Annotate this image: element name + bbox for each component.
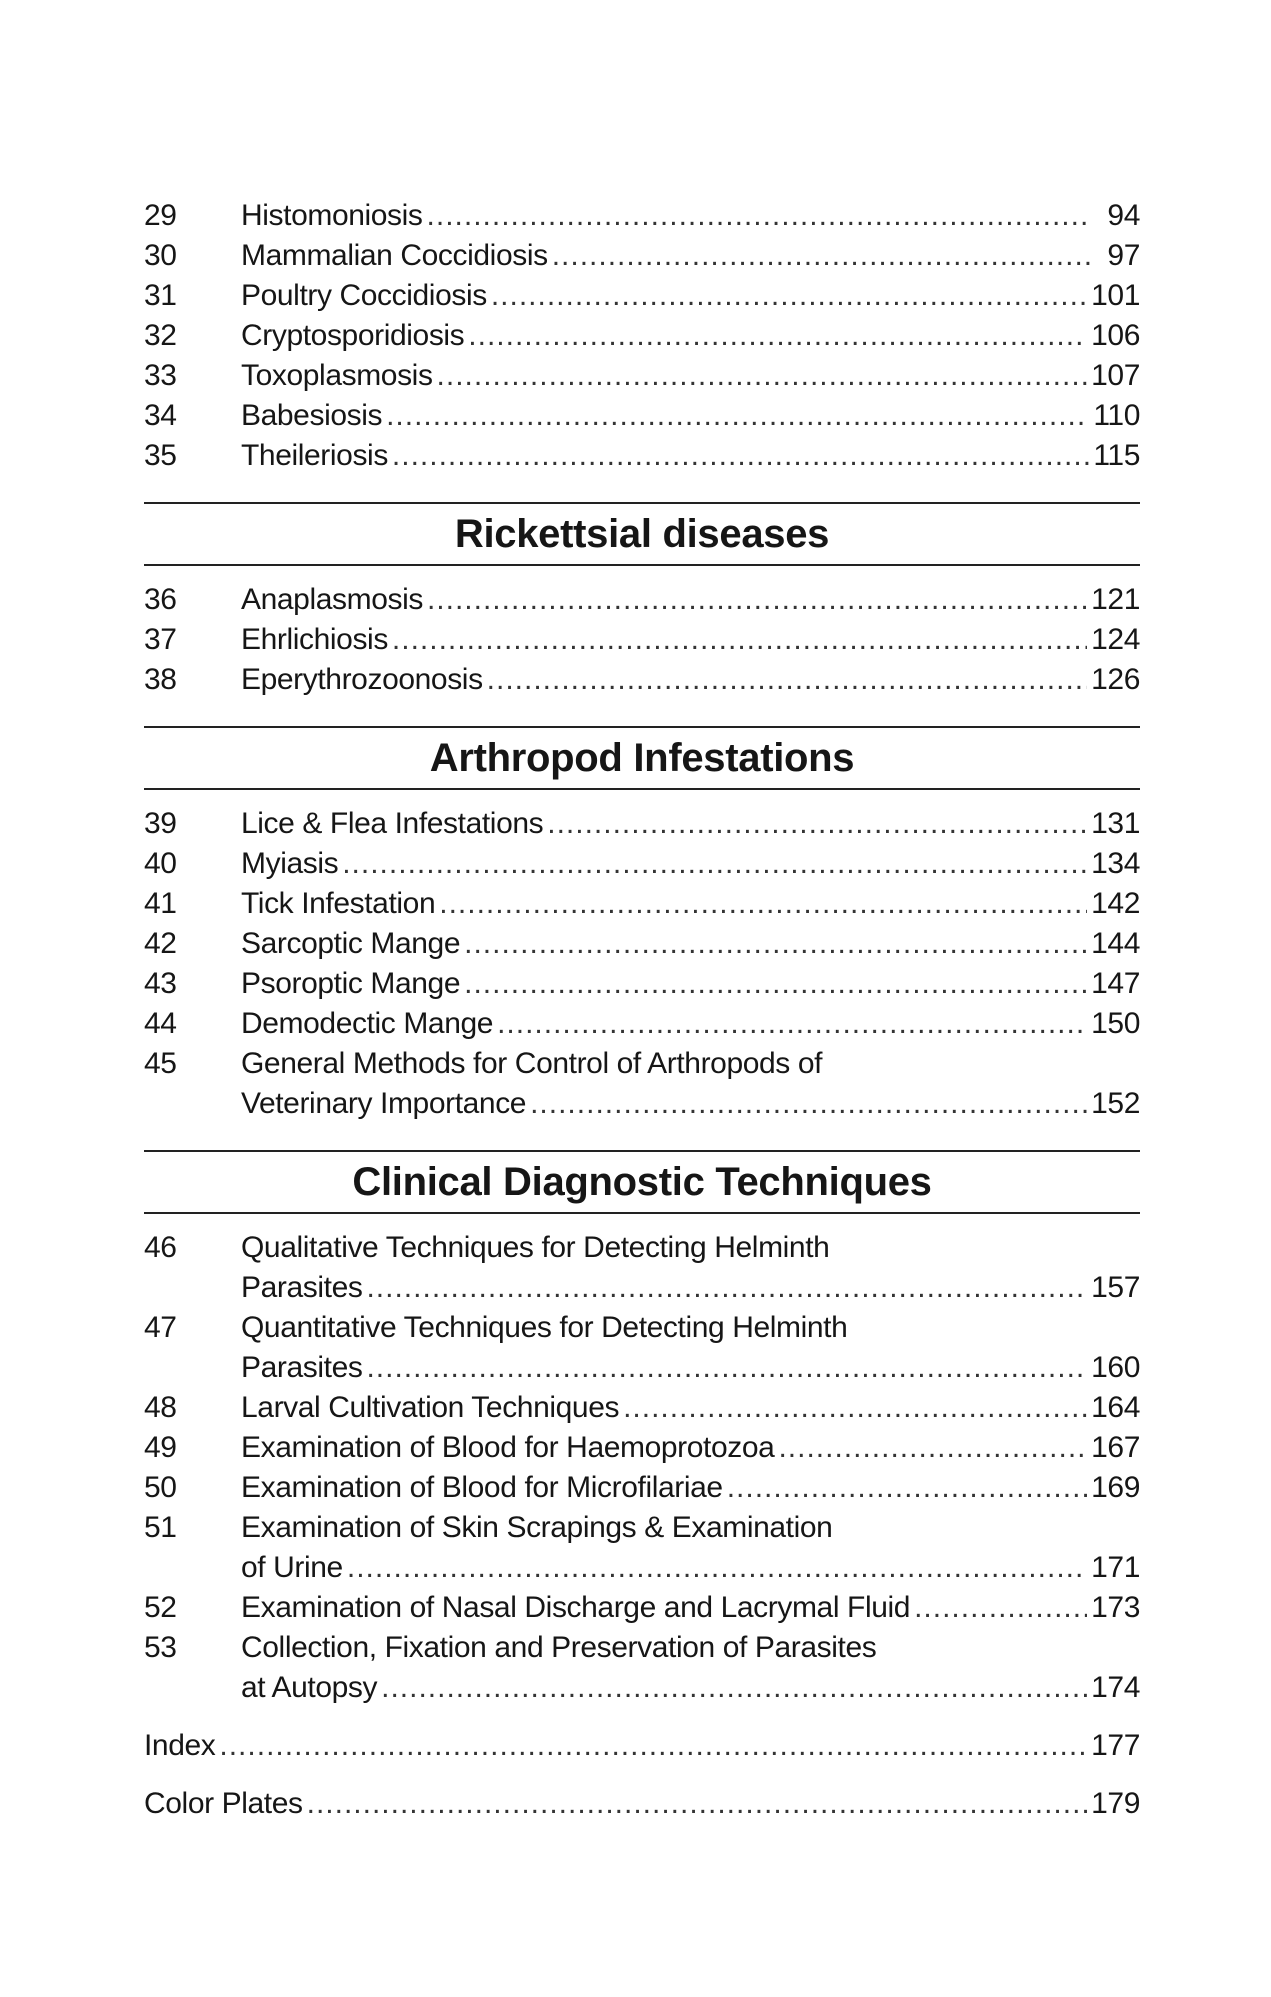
- entry-line: [241, 276, 1140, 316]
- chapter-title: Examination of Blood for Haemoprotozoa: [241, 1431, 775, 1464]
- chapter-title: Toxoplasmosis: [241, 359, 433, 392]
- chapter-title: Examination of Nasal Discharge and Lacrymal Fluid: [241, 1591, 911, 1624]
- page-number: 131: [1091, 807, 1140, 840]
- toc-entry[interactable]: [144, 1628, 1140, 1708]
- section-title: Arthropod Infestations: [429, 736, 855, 780]
- chapter-title-line1: Examination of Skin Scrapings & Examination: [241, 1511, 833, 1544]
- entry-body: [241, 196, 1140, 236]
- page-number: 152: [1091, 1087, 1140, 1120]
- entry-body: [241, 1044, 1140, 1124]
- entry-body: [241, 1004, 1140, 1044]
- entry-body: [241, 396, 1140, 436]
- chapter-number: 47: [144, 1311, 177, 1344]
- entry-line: [241, 964, 1140, 1004]
- page-number: 97: [1107, 239, 1140, 272]
- dot-leader: [464, 924, 1087, 964]
- dot-leader: [491, 276, 1087, 316]
- page-number: 101: [1091, 279, 1140, 312]
- entry-body: [241, 1508, 1140, 1588]
- dot-leader: [487, 660, 1087, 700]
- chapter-number: 36: [144, 583, 177, 616]
- page-number: 110: [1093, 399, 1140, 432]
- dot-leader: [427, 196, 1090, 236]
- chapter-number: 48: [144, 1391, 177, 1424]
- chapter-number: 53: [144, 1631, 177, 1664]
- chapter-number: 39: [144, 807, 177, 840]
- entry-body: [241, 580, 1140, 620]
- chapter-number: 37: [144, 623, 177, 656]
- chapter-title: Psoroptic Mange: [241, 967, 461, 1000]
- entry-line: [241, 1004, 1140, 1044]
- chapter-number: 33: [144, 359, 177, 392]
- dot-leader: [366, 1348, 1087, 1388]
- entry-line: [241, 356, 1140, 396]
- entry-line: [241, 1548, 1140, 1588]
- toc-entry[interactable]: [144, 884, 1140, 924]
- entry-body: [241, 276, 1140, 316]
- entry-body: [144, 1784, 1140, 1824]
- entry-title: Index: [144, 1729, 216, 1762]
- section-heading-block: [144, 502, 1140, 566]
- toc-entry[interactable]: [144, 316, 1140, 356]
- section-heading-block: [144, 1150, 1140, 1214]
- page-number: 124: [1091, 623, 1140, 656]
- section-rule-bottom: [144, 564, 1140, 566]
- chapter-number: 43: [144, 967, 177, 1000]
- dot-leader: [623, 1388, 1087, 1428]
- section-title: Rickettsial diseases: [454, 512, 830, 556]
- entry-body: [241, 804, 1140, 844]
- chapter-title: Cryptosporidiosis: [241, 319, 465, 352]
- section-rule-bottom: [144, 788, 1140, 790]
- dot-leader: [381, 1668, 1087, 1708]
- chapter-title: Examination of Blood for Microfilariae: [241, 1471, 723, 1504]
- entry-body: [241, 844, 1140, 884]
- entry-body: [241, 1588, 1140, 1628]
- chapter-title: Eperythrozoonosis: [241, 663, 483, 696]
- chapter-number: 34: [144, 399, 177, 432]
- page-number: 147: [1091, 967, 1140, 1000]
- toc-entry[interactable]: [144, 1308, 1140, 1388]
- chapter-number: 42: [144, 927, 177, 960]
- section-rule-bottom: [144, 1212, 1140, 1214]
- entry-line: [241, 1388, 1140, 1428]
- entry-line: [241, 884, 1140, 924]
- entry-line: [241, 580, 1140, 620]
- page-number: 179: [1091, 1787, 1140, 1820]
- page-number: 107: [1091, 359, 1140, 392]
- toc-entry[interactable]: [144, 396, 1140, 436]
- dot-leader: [552, 236, 1090, 276]
- dot-leader: [219, 1726, 1087, 1766]
- chapter-title: Babesiosis: [241, 399, 383, 432]
- page-number: 142: [1091, 887, 1140, 920]
- entry-body: [241, 1388, 1140, 1428]
- dot-leader: [392, 620, 1087, 660]
- entry-body: [241, 884, 1140, 924]
- entry-line: [241, 236, 1140, 276]
- entry-body: [241, 316, 1140, 356]
- chapter-title: Tick Infestation: [241, 887, 436, 920]
- toc-entry[interactable]: [144, 964, 1140, 1004]
- chapter-title: Larval Cultivation Techniques: [241, 1391, 620, 1424]
- toc-entry[interactable]: [144, 276, 1140, 316]
- toc-entry[interactable]: [144, 660, 1140, 700]
- entry-body: [241, 1468, 1140, 1508]
- toc-entry[interactable]: [144, 924, 1140, 964]
- chapter-number: 49: [144, 1431, 177, 1464]
- dot-leader: [347, 1548, 1087, 1588]
- chapter-number: 30: [144, 239, 177, 272]
- entry-line: [241, 396, 1140, 436]
- page-number: 94: [1107, 199, 1140, 232]
- toc-group: [144, 196, 1140, 476]
- page-number: 144: [1091, 927, 1140, 960]
- toc-entry[interactable]: [144, 356, 1140, 396]
- entry-line: [144, 1784, 1140, 1824]
- entry-title: Color Plates: [144, 1787, 303, 1820]
- entry-line: [241, 924, 1140, 964]
- chapter-number: 52: [144, 1591, 177, 1624]
- page-number: 160: [1091, 1351, 1140, 1384]
- toc-entry[interactable]: [144, 1508, 1140, 1588]
- dot-leader: [437, 356, 1088, 396]
- dot-leader: [342, 844, 1087, 884]
- dot-leader: [497, 1004, 1087, 1044]
- entry-line: [241, 804, 1140, 844]
- entry-line: [241, 196, 1140, 236]
- toc-entry[interactable]: [144, 844, 1140, 884]
- toc-entry[interactable]: [144, 1588, 1140, 1628]
- entry-line: [241, 1428, 1140, 1468]
- toc-group: [144, 502, 1140, 700]
- page-number: 134: [1091, 847, 1140, 880]
- page-number: 115: [1093, 439, 1140, 472]
- dot-leader: [778, 1428, 1087, 1468]
- entry-line: [241, 316, 1140, 356]
- chapter-number: 40: [144, 847, 177, 880]
- entry-line: [241, 436, 1140, 476]
- page-number: 126: [1091, 663, 1140, 696]
- toc-entry[interactable]: [144, 804, 1140, 844]
- toc-entry[interactable]: [144, 1784, 1140, 1824]
- toc-groups: [144, 196, 1140, 1708]
- toc-entry[interactable]: [144, 1388, 1140, 1428]
- chapter-title-line1: General Methods for Control of Arthropods of: [241, 1047, 823, 1080]
- chapter-title: Theileriosis: [241, 439, 388, 472]
- toc-group: [144, 1150, 1140, 1708]
- page-number: 174: [1091, 1671, 1140, 1704]
- chapter-number: 51: [144, 1511, 177, 1544]
- dot-leader: [727, 1468, 1087, 1508]
- dot-leader: [914, 1588, 1087, 1628]
- entry-body: [241, 964, 1140, 1004]
- entry-body: [241, 236, 1140, 276]
- toc-entry[interactable]: [144, 1726, 1140, 1766]
- chapter-title: Parasites: [241, 1351, 363, 1384]
- entry-body: [241, 660, 1140, 700]
- chapter-title: Histomoniosis: [241, 199, 423, 232]
- entry-line: [241, 620, 1140, 660]
- entry-body: [241, 1308, 1140, 1388]
- entry-line: [241, 1348, 1140, 1388]
- chapter-title: Parasites: [241, 1271, 363, 1304]
- chapter-title: Veterinary Importance: [241, 1087, 527, 1120]
- chapter-title-line1: Quantitative Techniques for Detecting Helminth: [241, 1311, 848, 1344]
- chapter-number: 45: [144, 1047, 177, 1080]
- entry-line: [241, 1084, 1140, 1124]
- dot-leader: [427, 580, 1087, 620]
- chapter-title: Anaplasmosis: [241, 583, 423, 616]
- chapter-number: 50: [144, 1471, 177, 1504]
- page-number: 177: [1091, 1729, 1140, 1762]
- entry-line: [241, 660, 1140, 700]
- section-title: Clinical Diagnostic Techniques: [352, 1160, 932, 1204]
- chapter-number: 35: [144, 439, 177, 472]
- page-number: 157: [1091, 1271, 1140, 1304]
- dot-leader: [530, 1084, 1087, 1124]
- chapter-title: of Urine: [241, 1551, 343, 1584]
- chapter-number: 38: [144, 663, 177, 696]
- chapter-title: Poultry Coccidiosis: [241, 279, 487, 312]
- toc-entry[interactable]: [144, 620, 1140, 660]
- dot-leader: [439, 884, 1087, 924]
- entry-body: [241, 356, 1140, 396]
- chapter-number: 29: [144, 199, 177, 232]
- chapter-title: Lice & Flea Infestations: [241, 807, 544, 840]
- entry-line: [241, 1588, 1140, 1628]
- toc-entry[interactable]: [144, 580, 1140, 620]
- chapter-title: Mammalian Coccidiosis: [241, 239, 548, 272]
- chapter-title: Myiasis: [241, 847, 339, 880]
- entry-line: [144, 1726, 1140, 1766]
- entry-body: [241, 1628, 1140, 1708]
- page-number: 106: [1091, 319, 1140, 352]
- section-heading-block: [144, 726, 1140, 790]
- chapter-number: 44: [144, 1007, 177, 1040]
- toc-entry[interactable]: [144, 1468, 1140, 1508]
- dot-leader: [468, 316, 1087, 356]
- page-number: 164: [1091, 1391, 1140, 1424]
- toc-entry[interactable]: [144, 436, 1140, 476]
- page-number: 150: [1091, 1007, 1140, 1040]
- entry-line: [241, 1668, 1140, 1708]
- entry-body: [144, 1726, 1140, 1766]
- entry-body: [241, 924, 1140, 964]
- entry-line: [241, 844, 1140, 884]
- chapter-number: 32: [144, 319, 177, 352]
- toc-entry[interactable]: [144, 1044, 1140, 1124]
- chapter-number: 41: [144, 887, 177, 920]
- entry-body: [241, 436, 1140, 476]
- page-number: 121: [1091, 583, 1140, 616]
- entry-body: [241, 1228, 1140, 1308]
- toc-entry[interactable]: [144, 1228, 1140, 1308]
- table-of-contents: [144, 196, 1140, 1842]
- dot-leader: [464, 964, 1087, 1004]
- toc-entry[interactable]: [144, 1428, 1140, 1468]
- chapter-title: Demodectic Mange: [241, 1007, 494, 1040]
- chapter-title-line1: Qualitative Techniques for Detecting Helminth: [241, 1231, 830, 1264]
- page-number: 171: [1091, 1551, 1140, 1584]
- dot-leader: [392, 436, 1089, 476]
- chapter-title: Sarcoptic Mange: [241, 927, 461, 960]
- toc-entry[interactable]: [144, 196, 1140, 236]
- entry-line: [241, 1468, 1140, 1508]
- toc-group: [144, 726, 1140, 1124]
- entry-line: [241, 1268, 1140, 1308]
- page-number: 173: [1091, 1591, 1140, 1624]
- page-number: 167: [1091, 1431, 1140, 1464]
- chapter-title-line1: Collection, Fixation and Preservation of Parasites: [241, 1631, 877, 1664]
- entry-body: [241, 1428, 1140, 1468]
- dot-leader: [386, 396, 1089, 436]
- entry-body: [241, 620, 1140, 660]
- page-number: 169: [1091, 1471, 1140, 1504]
- toc-entry[interactable]: [144, 1004, 1140, 1044]
- chapter-number: 46: [144, 1231, 177, 1264]
- dot-leader: [547, 804, 1087, 844]
- dot-leader: [366, 1268, 1087, 1308]
- toc-entry[interactable]: [144, 236, 1140, 276]
- chapter-title: Ehrlichiosis: [241, 623, 388, 656]
- chapter-title: at Autopsy: [241, 1671, 378, 1704]
- chapter-number: 31: [144, 279, 177, 312]
- toc-back-matter: [144, 1726, 1140, 1824]
- dot-leader: [307, 1784, 1088, 1824]
